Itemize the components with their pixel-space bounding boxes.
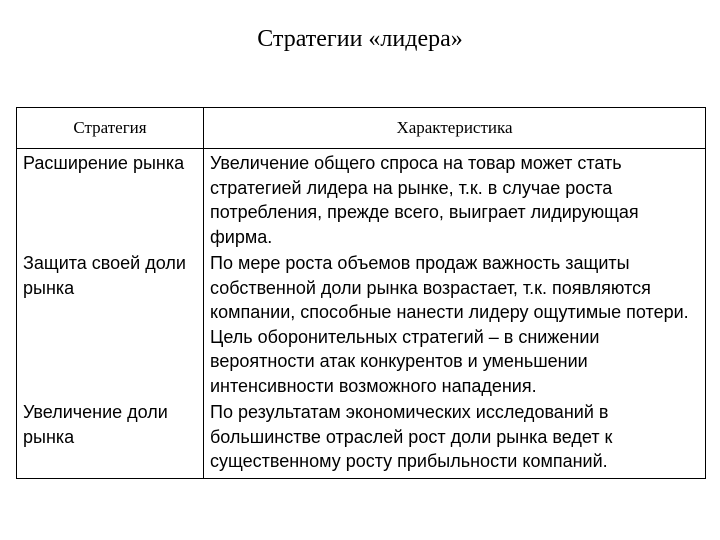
strategy-characteristic: По мере роста объемов продаж важность защиты собственной доли рынка возрастает, т.к. появляются компании, способные нанести лидеру ощутимые потери. Цель оборонительных стратегий – в снижении вероятности атак конкурентов и уменьшении интенсивности возможного нападения.	[210, 253, 689, 396]
table-row	[17, 398, 706, 478]
strategy-name: Расширение рынка	[17, 149, 204, 250]
strategy-characteristic: Увеличение общего спроса на товар может стать стратегией лидера на рынке, т.к. в случае роста потребления, прежде всего, выиграет лидирующая фирма.	[210, 153, 639, 247]
page-title: Стратегии «лидера»	[257, 26, 463, 52]
table-header-row	[17, 108, 706, 149]
strategy-name: Увеличение доли рынка	[17, 398, 204, 478]
header-characteristic: Характеристика	[204, 108, 706, 149]
table-row	[17, 149, 706, 250]
strategy-table	[16, 107, 706, 479]
strategy-name: Защита своей доли рынка	[17, 249, 204, 398]
strategy-characteristic: По результатам экономических исследований в большинстве отраслей рост доли рынка ведет к существенному росту прибыльности компаний.	[210, 402, 613, 471]
header-strategy: Стратегия	[17, 108, 204, 149]
table-row	[17, 249, 706, 398]
